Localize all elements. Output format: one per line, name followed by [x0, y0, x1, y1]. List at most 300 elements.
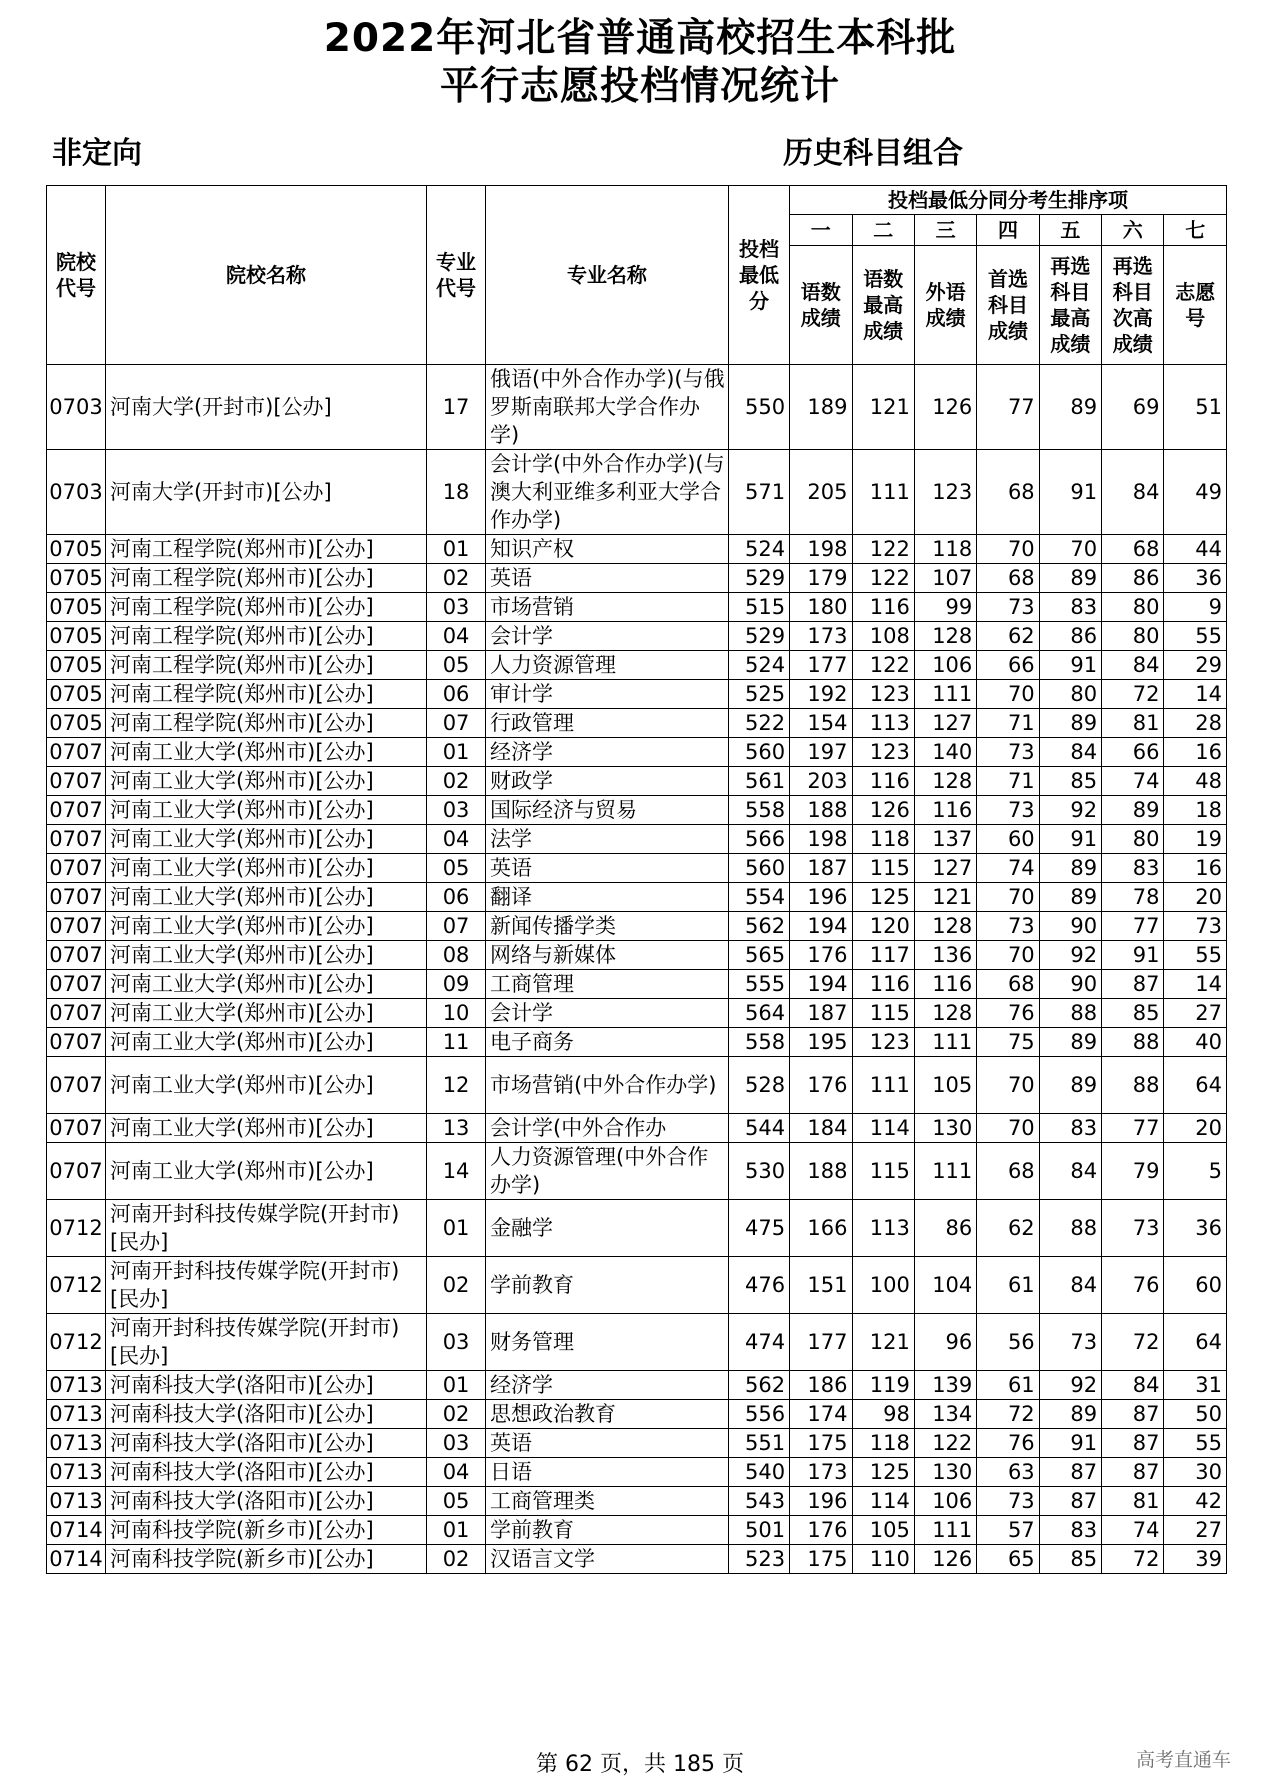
cell-elective-highest: 89: [1039, 1028, 1101, 1057]
cell-min-score: 528: [728, 1057, 789, 1114]
cell-choice-number: 73: [1164, 912, 1227, 941]
cell-first-subject: 73: [977, 912, 1039, 941]
cell-school-code: 0705: [47, 622, 106, 651]
cell-school-name: 河南开封科技传媒学院(开封市)[民办]: [105, 1257, 426, 1314]
cell-chinese-math-score: 176: [790, 1516, 852, 1545]
cell-chinese-math-max: 108: [852, 622, 914, 651]
header-order-4: 四: [977, 215, 1039, 246]
cell-first-subject: 76: [977, 1429, 1039, 1458]
cell-major-code: 02: [427, 1400, 486, 1429]
cell-choice-number: 20: [1164, 883, 1227, 912]
cell-foreign-language: 123: [914, 450, 976, 535]
cell-chinese-math-max: 111: [852, 450, 914, 535]
cell-major-code: 05: [427, 651, 486, 680]
cell-choice-number: 28: [1164, 709, 1227, 738]
cell-foreign-language: 128: [914, 767, 976, 796]
cell-elective-highest: 92: [1039, 1371, 1101, 1400]
cell-choice-number: 40: [1164, 1028, 1227, 1057]
cell-foreign-language: 99: [914, 593, 976, 622]
cell-major-name: 工商管理类: [486, 1487, 729, 1516]
cell-chinese-math-score: 198: [790, 535, 852, 564]
cell-first-subject: 75: [977, 1028, 1039, 1057]
cell-chinese-math-max: 116: [852, 593, 914, 622]
cell-school-code: 0713: [47, 1429, 106, 1458]
cell-foreign-language: 116: [914, 970, 976, 999]
cell-chinese-math-score: 196: [790, 883, 852, 912]
cell-chinese-math-max: 115: [852, 999, 914, 1028]
table-row: [47, 365, 1227, 450]
cell-elective-highest: 91: [1039, 825, 1101, 854]
cell-chinese-math-score: 205: [790, 450, 852, 535]
cell-elective-highest: 84: [1039, 738, 1101, 767]
cell-major-code: 12: [427, 1057, 486, 1114]
cell-school-code: 0707: [47, 854, 106, 883]
cell-chinese-math-score: 194: [790, 912, 852, 941]
cell-foreign-language: 126: [914, 1545, 976, 1574]
cell-chinese-math-max: 98: [852, 1400, 914, 1429]
table-row: [47, 709, 1227, 738]
table-row: [47, 535, 1227, 564]
cell-major-name: 经济学: [486, 738, 729, 767]
cell-chinese-math-max: 122: [852, 535, 914, 564]
cell-school-code: 0707: [47, 767, 106, 796]
cell-elective-second: 74: [1102, 767, 1164, 796]
cell-first-subject: 62: [977, 1200, 1039, 1257]
table-row: [47, 767, 1227, 796]
table-row: [47, 883, 1227, 912]
header-foreign-language: 外语成绩: [914, 246, 976, 365]
cell-major-code: 18: [427, 450, 486, 535]
cell-foreign-language: 128: [914, 622, 976, 651]
cell-min-score: 566: [728, 825, 789, 854]
cell-first-subject: 68: [977, 970, 1039, 999]
cell-chinese-math-score: 174: [790, 1400, 852, 1429]
cell-school-code: 0707: [47, 970, 106, 999]
cell-chinese-math-score: 176: [790, 1057, 852, 1114]
cell-foreign-language: 130: [914, 1458, 976, 1487]
cell-first-subject: 62: [977, 622, 1039, 651]
cell-elective-highest: 89: [1039, 564, 1101, 593]
cell-min-score: 530: [728, 1143, 789, 1200]
cell-chinese-math-score: 166: [790, 1200, 852, 1257]
cell-foreign-language: 111: [914, 1028, 976, 1057]
cell-chinese-math-max: 118: [852, 825, 914, 854]
table-row: [47, 1371, 1227, 1400]
cell-chinese-math-score: 196: [790, 1487, 852, 1516]
header-min-score: 投档最低分: [728, 186, 789, 365]
table-body: [47, 365, 1227, 1574]
table-row: [47, 738, 1227, 767]
cell-school-name: 河南大学(开封市)[公办]: [105, 450, 426, 535]
cell-foreign-language: 116: [914, 796, 976, 825]
cell-chinese-math-score: 177: [790, 1314, 852, 1371]
cell-first-subject: 66: [977, 651, 1039, 680]
table-row: [47, 651, 1227, 680]
cell-school-name: 河南科技大学(洛阳市)[公办]: [105, 1371, 426, 1400]
header-order-6: 六: [1102, 215, 1164, 246]
cell-min-score: 556: [728, 1400, 789, 1429]
cell-chinese-math-max: 119: [852, 1371, 914, 1400]
table-row: [47, 564, 1227, 593]
cell-choice-number: 27: [1164, 999, 1227, 1028]
cell-major-code: 03: [427, 1429, 486, 1458]
cell-school-code: 0713: [47, 1400, 106, 1429]
cell-school-name: 河南工业大学(郑州市)[公办]: [105, 1057, 426, 1114]
table-row: [47, 1545, 1227, 1574]
cell-chinese-math-score: 197: [790, 738, 852, 767]
cell-major-code: 08: [427, 941, 486, 970]
cell-elective-highest: 84: [1039, 1143, 1101, 1200]
cell-min-score: 529: [728, 622, 789, 651]
cell-chinese-math-score: 175: [790, 1545, 852, 1574]
table-row: [47, 1028, 1227, 1057]
cell-school-name: 河南科技大学(洛阳市)[公办]: [105, 1458, 426, 1487]
cell-elective-highest: 80: [1039, 680, 1101, 709]
cell-school-name: 河南工程学院(郑州市)[公办]: [105, 593, 426, 622]
cell-major-code: 07: [427, 709, 486, 738]
cell-chinese-math-score: 184: [790, 1114, 852, 1143]
cell-elective-second: 74: [1102, 1516, 1164, 1545]
cell-elective-second: 72: [1102, 1545, 1164, 1574]
cell-min-score: 558: [728, 796, 789, 825]
cell-chinese-math-max: 113: [852, 1200, 914, 1257]
cell-school-code: 0714: [47, 1516, 106, 1545]
header-order-1: 一: [790, 215, 852, 246]
cell-elective-highest: 91: [1039, 651, 1101, 680]
cell-school-name: 河南开封科技传媒学院(开封市)[民办]: [105, 1314, 426, 1371]
cell-elective-highest: 87: [1039, 1487, 1101, 1516]
cell-school-code: 0713: [47, 1487, 106, 1516]
table-row: [47, 1516, 1227, 1545]
cell-school-code: 0703: [47, 365, 106, 450]
cell-choice-number: 27: [1164, 1516, 1227, 1545]
cell-foreign-language: 111: [914, 680, 976, 709]
cell-chinese-math-max: 118: [852, 1429, 914, 1458]
table-row: [47, 970, 1227, 999]
cell-chinese-math-score: 186: [790, 1371, 852, 1400]
cell-school-code: 0707: [47, 1143, 106, 1200]
cell-min-score: 555: [728, 970, 789, 999]
cell-elective-highest: 88: [1039, 1200, 1101, 1257]
cell-chinese-math-max: 122: [852, 651, 914, 680]
cell-first-subject: 70: [977, 941, 1039, 970]
cell-major-name: 新闻传播学类: [486, 912, 729, 941]
cell-elective-highest: 89: [1039, 1057, 1101, 1114]
table-row: [47, 680, 1227, 709]
cell-major-name: 行政管理: [486, 709, 729, 738]
cell-elective-highest: 83: [1039, 1516, 1101, 1545]
cell-foreign-language: 86: [914, 1200, 976, 1257]
cell-school-name: 河南工程学院(郑州市)[公办]: [105, 535, 426, 564]
cell-first-subject: 71: [977, 709, 1039, 738]
cell-school-code: 0705: [47, 680, 106, 709]
header-choice-number: 志愿号: [1164, 246, 1227, 365]
cell-min-score: 475: [728, 1200, 789, 1257]
cell-min-score: 560: [728, 854, 789, 883]
cell-school-code: 0705: [47, 593, 106, 622]
cell-elective-second: 87: [1102, 1400, 1164, 1429]
cell-chinese-math-max: 116: [852, 767, 914, 796]
cell-elective-highest: 91: [1039, 1429, 1101, 1458]
cell-school-name: 河南工业大学(郑州市)[公办]: [105, 883, 426, 912]
cell-choice-number: 51: [1164, 365, 1227, 450]
cell-first-subject: 70: [977, 1057, 1039, 1114]
table-row: [47, 941, 1227, 970]
header-first-subject: 首选科目成绩: [977, 246, 1039, 365]
cell-first-subject: 57: [977, 1516, 1039, 1545]
cell-chinese-math-max: 114: [852, 1487, 914, 1516]
cell-major-code: 06: [427, 680, 486, 709]
table-row: [47, 825, 1227, 854]
cell-chinese-math-max: 115: [852, 854, 914, 883]
cell-min-score: 560: [728, 738, 789, 767]
cell-major-code: 04: [427, 622, 486, 651]
cell-chinese-math-max: 125: [852, 883, 914, 912]
cell-first-subject: 71: [977, 767, 1039, 796]
cell-major-code: 10: [427, 999, 486, 1028]
table-row: [47, 796, 1227, 825]
cell-chinese-math-score: 175: [790, 1429, 852, 1458]
cell-min-score: 524: [728, 535, 789, 564]
cell-school-name: 河南工业大学(郑州市)[公办]: [105, 999, 426, 1028]
header-tiebreak-title: 投档最低分同分考生排序项: [790, 186, 1227, 215]
cell-chinese-math-score: 189: [790, 365, 852, 450]
cell-chinese-math-max: 115: [852, 1143, 914, 1200]
cell-chinese-math-score: 173: [790, 622, 852, 651]
cell-choice-number: 39: [1164, 1545, 1227, 1574]
cell-school-name: 河南科技大学(洛阳市)[公办]: [105, 1429, 426, 1458]
cell-min-score: 564: [728, 999, 789, 1028]
header-major-code: 专业代号: [427, 186, 486, 365]
table-row: [47, 1114, 1227, 1143]
cell-major-name: 汉语言文学: [486, 1545, 729, 1574]
cell-major-code: 04: [427, 825, 486, 854]
cell-first-subject: 70: [977, 883, 1039, 912]
cell-elective-highest: 73: [1039, 1314, 1101, 1371]
cell-chinese-math-score: 195: [790, 1028, 852, 1057]
cell-choice-number: 55: [1164, 622, 1227, 651]
cell-first-subject: 63: [977, 1458, 1039, 1487]
cell-first-subject: 68: [977, 450, 1039, 535]
cell-chinese-math-score: 198: [790, 825, 852, 854]
cell-foreign-language: 137: [914, 825, 976, 854]
cell-major-code: 03: [427, 796, 486, 825]
cell-major-name: 经济学: [486, 1371, 729, 1400]
cell-elective-highest: 86: [1039, 622, 1101, 651]
cell-first-subject: 76: [977, 999, 1039, 1028]
table-row: [47, 1458, 1227, 1487]
cell-chinese-math-score: 151: [790, 1257, 852, 1314]
cell-major-name: 学前教育: [486, 1257, 729, 1314]
cell-school-name: 河南工程学院(郑州市)[公办]: [105, 709, 426, 738]
cell-min-score: 523: [728, 1545, 789, 1574]
table-row: [47, 622, 1227, 651]
cell-min-score: 524: [728, 651, 789, 680]
cell-min-score: 529: [728, 564, 789, 593]
cell-school-code: 0707: [47, 825, 106, 854]
page-footer: 第 62 页，共 185 页: [536, 1752, 744, 1777]
cell-first-subject: 56: [977, 1314, 1039, 1371]
cell-chinese-math-max: 100: [852, 1257, 914, 1314]
cell-major-code: 03: [427, 1314, 486, 1371]
header-chinese-math-max: 语数最高成绩: [852, 246, 914, 365]
cell-min-score: 550: [728, 365, 789, 450]
cell-min-score: 544: [728, 1114, 789, 1143]
cell-school-code: 0707: [47, 883, 106, 912]
cell-choice-number: 44: [1164, 535, 1227, 564]
cell-first-subject: 60: [977, 825, 1039, 854]
table-row: [47, 1257, 1227, 1314]
cell-first-subject: 73: [977, 593, 1039, 622]
cell-school-name: 河南工业大学(郑州市)[公办]: [105, 767, 426, 796]
cell-elective-second: 88: [1102, 1057, 1164, 1114]
cell-choice-number: 42: [1164, 1487, 1227, 1516]
cell-first-subject: 68: [977, 564, 1039, 593]
cell-major-name: 俄语(中外合作办学)(与俄罗斯南联邦大学合作办学): [486, 365, 729, 450]
cell-school-name: 河南工业大学(郑州市)[公办]: [105, 970, 426, 999]
cell-major-name: 电子商务: [486, 1028, 729, 1057]
cell-elective-highest: 89: [1039, 365, 1101, 450]
cell-major-name: 思想政治教育: [486, 1400, 729, 1429]
cell-foreign-language: 130: [914, 1114, 976, 1143]
cell-school-code: 0707: [47, 1057, 106, 1114]
cell-first-subject: 61: [977, 1371, 1039, 1400]
cell-elective-second: 84: [1102, 651, 1164, 680]
cell-first-subject: 72: [977, 1400, 1039, 1429]
cell-elective-highest: 92: [1039, 941, 1101, 970]
cell-elective-second: 66: [1102, 738, 1164, 767]
cell-major-name: 财务管理: [486, 1314, 729, 1371]
table-row: [47, 1487, 1227, 1516]
header-order-7: 七: [1164, 215, 1227, 246]
cell-first-subject: 73: [977, 738, 1039, 767]
cell-chinese-math-max: 116: [852, 970, 914, 999]
header-major-name: 专业名称: [486, 186, 729, 365]
cell-school-code: 0707: [47, 941, 106, 970]
cell-min-score: 543: [728, 1487, 789, 1516]
cell-school-code: 0707: [47, 912, 106, 941]
cell-chinese-math-score: 203: [790, 767, 852, 796]
table-row: [47, 1429, 1227, 1458]
cell-foreign-language: 104: [914, 1257, 976, 1314]
cell-foreign-language: 128: [914, 999, 976, 1028]
cell-school-code: 0713: [47, 1458, 106, 1487]
cell-elective-second: 86: [1102, 564, 1164, 593]
header-order-5: 五: [1039, 215, 1101, 246]
cell-foreign-language: 122: [914, 1429, 976, 1458]
cell-min-score: 501: [728, 1516, 789, 1545]
cell-chinese-math-max: 123: [852, 738, 914, 767]
cell-choice-number: 31: [1164, 1371, 1227, 1400]
cell-first-subject: 65: [977, 1545, 1039, 1574]
cell-chinese-math-max: 123: [852, 1028, 914, 1057]
cell-choice-number: 16: [1164, 738, 1227, 767]
cell-school-code: 0707: [47, 1114, 106, 1143]
cell-major-code: 02: [427, 1257, 486, 1314]
admission-table: [46, 185, 1227, 1574]
cell-foreign-language: 121: [914, 883, 976, 912]
cell-major-code: 09: [427, 970, 486, 999]
cell-school-code: 0712: [47, 1257, 106, 1314]
cell-major-name: 市场营销(中外合作办学): [486, 1057, 729, 1114]
header-chinese-math-score: 语数成绩: [790, 246, 852, 365]
cell-chinese-math-max: 125: [852, 1458, 914, 1487]
cell-elective-second: 77: [1102, 1114, 1164, 1143]
cell-school-code: 0705: [47, 564, 106, 593]
cell-min-score: 562: [728, 1371, 789, 1400]
cell-chinese-math-max: 117: [852, 941, 914, 970]
cell-foreign-language: 139: [914, 1371, 976, 1400]
cell-chinese-math-score: 173: [790, 1458, 852, 1487]
cell-major-name: 网络与新媒体: [486, 941, 729, 970]
cell-school-name: 河南工业大学(郑州市)[公办]: [105, 1028, 426, 1057]
cell-school-name: 河南工业大学(郑州市)[公办]: [105, 912, 426, 941]
cell-major-name: 会计学(中外合作办学)(与澳大利亚维多利亚大学合作办学): [486, 450, 729, 535]
cell-elective-highest: 85: [1039, 1545, 1101, 1574]
cell-chinese-math-max: 121: [852, 1314, 914, 1371]
cell-major-code: 04: [427, 1458, 486, 1487]
cell-elective-second: 81: [1102, 1487, 1164, 1516]
cell-elective-second: 73: [1102, 1200, 1164, 1257]
cell-major-name: 财政学: [486, 767, 729, 796]
cell-first-subject: 74: [977, 854, 1039, 883]
cell-major-code: 02: [427, 1545, 486, 1574]
cell-chinese-math-score: 188: [790, 796, 852, 825]
cell-school-code: 0703: [47, 450, 106, 535]
cell-foreign-language: 127: [914, 709, 976, 738]
cell-choice-number: 48: [1164, 767, 1227, 796]
header-school-code: 院校代号: [47, 186, 106, 365]
cell-major-code: 05: [427, 854, 486, 883]
cell-chinese-math-score: 176: [790, 941, 852, 970]
cell-major-code: 06: [427, 883, 486, 912]
cell-school-name: 河南工业大学(郑州市)[公办]: [105, 854, 426, 883]
cell-choice-number: 55: [1164, 941, 1227, 970]
cell-elective-second: 85: [1102, 999, 1164, 1028]
cell-chinese-math-score: 187: [790, 854, 852, 883]
table-row: [47, 1400, 1227, 1429]
cell-elective-highest: 84: [1039, 1257, 1101, 1314]
cell-elective-second: 78: [1102, 883, 1164, 912]
cell-min-score: 515: [728, 593, 789, 622]
cell-chinese-math-max: 111: [852, 1057, 914, 1114]
cell-school-name: 河南科技大学(洛阳市)[公办]: [105, 1487, 426, 1516]
cell-choice-number: 14: [1164, 970, 1227, 999]
cell-elective-highest: 92: [1039, 796, 1101, 825]
table-header: [47, 186, 1227, 365]
cell-foreign-language: 127: [914, 854, 976, 883]
cell-chinese-math-max: 122: [852, 564, 914, 593]
cell-foreign-language: 111: [914, 1143, 976, 1200]
cell-major-code: 13: [427, 1114, 486, 1143]
cell-choice-number: 9: [1164, 593, 1227, 622]
cell-min-score: 476: [728, 1257, 789, 1314]
cell-chinese-math-score: 154: [790, 709, 852, 738]
cell-elective-second: 80: [1102, 825, 1164, 854]
cell-choice-number: 55: [1164, 1429, 1227, 1458]
cell-elective-highest: 89: [1039, 854, 1101, 883]
cell-elective-second: 87: [1102, 1429, 1164, 1458]
subtitle-subject-group: 历史科目组合: [783, 136, 963, 171]
cell-choice-number: 14: [1164, 680, 1227, 709]
cell-chinese-math-max: 121: [852, 365, 914, 450]
cell-major-code: 03: [427, 593, 486, 622]
cell-min-score: 562: [728, 912, 789, 941]
cell-foreign-language: 105: [914, 1057, 976, 1114]
document-title-line-2: 平行志愿投档情况统计: [439, 64, 840, 109]
cell-chinese-math-max: 110: [852, 1545, 914, 1574]
cell-elective-second: 77: [1102, 912, 1164, 941]
